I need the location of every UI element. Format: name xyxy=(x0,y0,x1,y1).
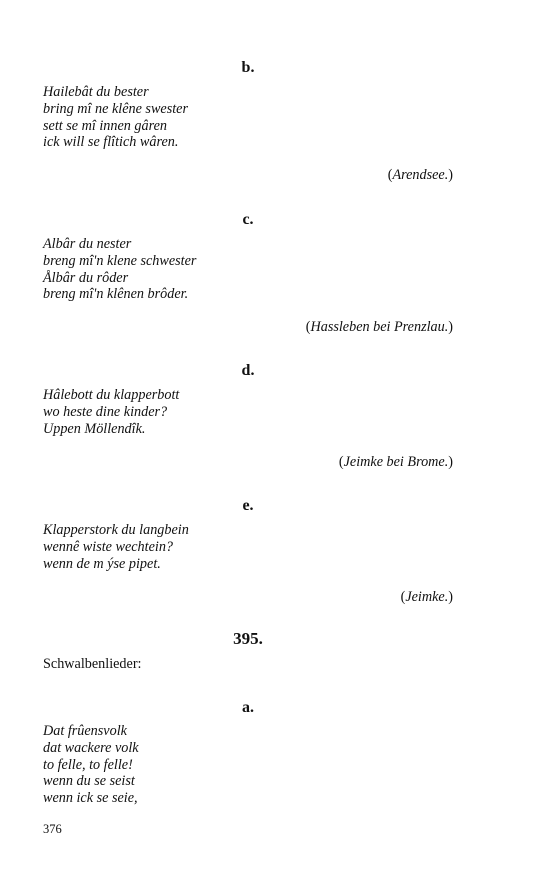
page-number: 376 xyxy=(43,822,62,836)
verse-line: wenn ick se seie, xyxy=(43,790,138,807)
section-heading-d: d. xyxy=(241,362,255,379)
verse-line: dat wackere volk xyxy=(43,739,139,756)
section-heading-a: a. xyxy=(242,699,254,716)
verse-line: breng mî'n klênen brôder. xyxy=(43,286,189,303)
verse-d xyxy=(43,387,179,437)
source-place: Hassleben bei Prenzlau. xyxy=(310,319,449,335)
source-attribution-d: (Jeimke bei Brome.) xyxy=(338,454,453,470)
source-attribution-c: (Hassleben bei Prenzlau.) xyxy=(305,319,453,335)
source-attribution-b: (Arendsee.) xyxy=(387,167,453,183)
source-place: Jeimke. xyxy=(405,589,449,605)
verse-a xyxy=(43,723,139,807)
verse-line: Klapperstork du langbein xyxy=(43,522,189,538)
verse-line: Ålbâr du rôder xyxy=(43,269,129,286)
source-attribution-e: (Jeimke.) xyxy=(400,589,453,605)
source-place: Jeimke bei Brome. xyxy=(343,454,449,470)
verse-line: Dat frûensvolk xyxy=(43,723,127,739)
section-heading-c: c. xyxy=(242,211,254,228)
verse-line: sett se mî innen gâren xyxy=(43,117,167,134)
verse-line: to felle, to felle! xyxy=(43,756,133,773)
verse-line: wennê wiste wechtein? xyxy=(43,538,174,555)
section-heading-b: b. xyxy=(241,59,255,76)
verse-line: breng mî'n klene schwester xyxy=(43,252,197,269)
verse-line: wo heste dine kinder? xyxy=(43,403,168,420)
verse-c xyxy=(43,236,196,303)
section-heading-e: e. xyxy=(242,497,254,514)
verse-b xyxy=(43,84,188,151)
intro-text: Schwalbenlieder: xyxy=(43,656,142,672)
verse-line: Hailebât du bester xyxy=(43,84,149,100)
verse-line: ick will se flîtich wâren. xyxy=(43,134,179,151)
verse-line: Albâr du nester xyxy=(43,236,132,252)
verse-line: bring mî ne klêne swester xyxy=(43,100,188,117)
verse-line: wenn de m ýse pipet. xyxy=(43,555,161,572)
source-place: Arendsee. xyxy=(392,167,449,183)
verse-line: wenn du se seist xyxy=(43,773,135,790)
verse-line: Uppen Möllendîk. xyxy=(43,420,146,437)
verse-line: Hâlebott du klapperbott xyxy=(43,387,180,403)
verse-e xyxy=(43,522,189,572)
number-heading: 395. xyxy=(233,629,263,648)
